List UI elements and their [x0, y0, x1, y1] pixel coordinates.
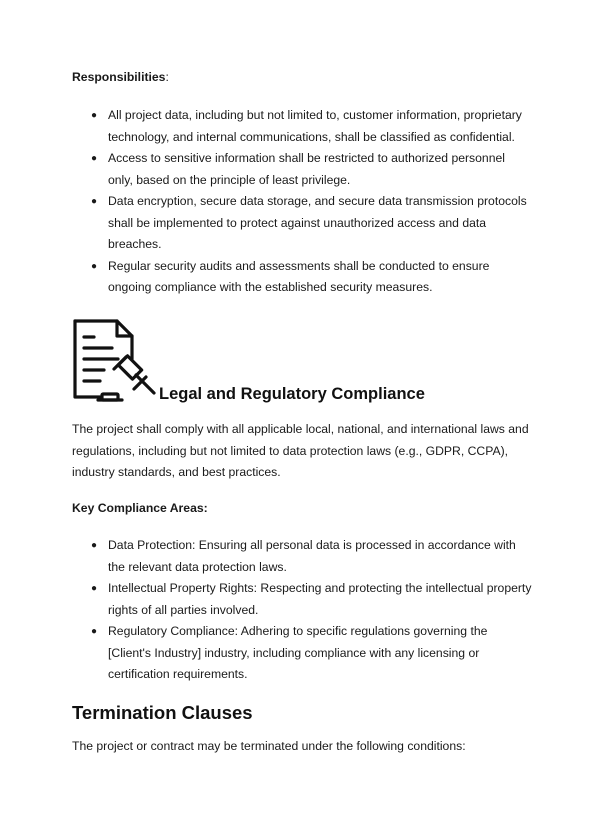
- bullet-icon: ●: [91, 260, 98, 272]
- list-item: [72, 191, 532, 256]
- bullet-icon: ●: [91, 626, 98, 637]
- legal-document-gavel-icon: [70, 317, 160, 405]
- list-item: [72, 148, 532, 191]
- bullet-icon: ●: [91, 583, 98, 594]
- termination-intro-paragraph: The project or contract may be terminated under the following conditions:: [72, 739, 466, 753]
- bullet-icon: ●: [91, 110, 98, 121]
- legal-intro-paragraph: The project shall comply with all applicable local, national, and international laws and regulations, including but not limited to data protection laws (e.g., GDPR, CCPA), industry standards, and best practices.: [72, 422, 529, 479]
- bullet-icon: ●: [91, 540, 98, 551]
- list-item-text: Regular security audits and assessments shall be conducted to ensure ongoing compliance with the established security measures.: [108, 258, 490, 294]
- bullet-icon: ●: [91, 196, 98, 207]
- section-heading-legal: Legal and Regulatory Compliance: [159, 385, 425, 403]
- responsibilities-colon: :: [165, 70, 169, 84]
- list-item: [72, 578, 532, 621]
- list-item: [72, 105, 532, 148]
- list-item: [72, 621, 532, 686]
- list-item: [72, 256, 532, 299]
- compliance-list: [72, 535, 532, 686]
- list-item-text: Intellectual Property Rights: Respecting and protecting the intellectual property rights of all parties involved.: [108, 581, 532, 617]
- responsibilities-label-line: [72, 67, 532, 89]
- list-item-text: Data Protection: Ensuring all personal data is processed in accordance with the relevant data protection laws.: [108, 538, 516, 574]
- key-compliance-areas-label: Key Compliance Areas:: [72, 501, 208, 515]
- responsibilities-list: [72, 105, 532, 299]
- list-item-text: All project data, including but not limited to, customer information, proprietary technology, and internal communications, shall be classified as confidential.: [108, 108, 522, 144]
- list-item-text: Access to sensitive information shall be restricted to authorized personnel only, based on the principle of least privilege.: [108, 151, 505, 187]
- section-heading-termination: Termination Clauses: [72, 702, 253, 723]
- responsibilities-label: Responsibilities: [72, 70, 166, 84]
- list-item: [72, 535, 532, 578]
- bullet-icon: ●: [91, 153, 98, 164]
- list-item-text: Data encryption, secure data storage, and secure data transmission protocols shall be implemented to protect against unauthorized access and data breaches.: [108, 194, 527, 251]
- list-item-text: Regulatory Compliance: Adhering to specific regulations governing the [Client's Industry] industry, including compliance with any licensing or certification requirements.: [108, 624, 488, 681]
